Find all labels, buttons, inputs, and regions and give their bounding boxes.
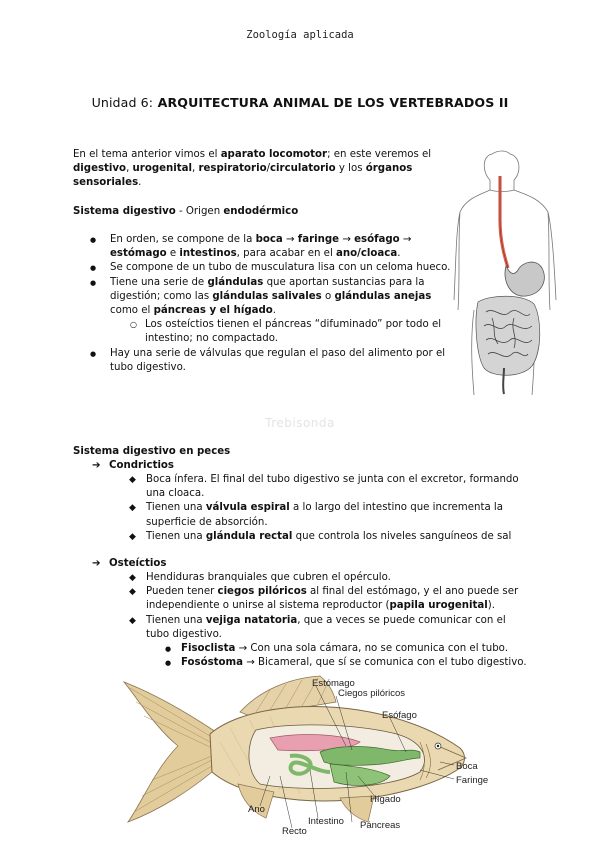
item-text: .	[397, 248, 401, 260]
arrow-icon: ➔	[92, 460, 101, 471]
heading-bold: Sistema digestivo en peces	[73, 446, 231, 457]
label-higado: Hígado	[370, 794, 401, 805]
item-bold: esófago	[354, 234, 400, 245]
list-item: ● Se compone de un tubo de musculatura lisa con un celoma hueco.	[73, 261, 453, 275]
sub-list	[110, 318, 453, 346]
human-digestive-figure	[452, 150, 562, 400]
item-bold: glándula rectal	[205, 530, 293, 542]
list-item: ◆ Hendiduras branquiales que cubren el opérculo.	[129, 571, 529, 585]
item-text: →	[282, 234, 298, 245]
label-estomago: Estómago	[312, 678, 355, 689]
item-text: , para acabar en el	[236, 248, 337, 260]
label-faringe: Faringe	[456, 775, 489, 786]
label-ciegos: Ciegos pilóricos	[338, 688, 406, 699]
item-bold: ano/cloaca	[336, 248, 398, 260]
item-text: , que a veces se puede comunicar con el tubo digestivo.	[146, 614, 506, 640]
page-header: Zoología aplicada	[246, 29, 354, 41]
item-bold: glándulas anejas	[334, 290, 432, 302]
item-bold: ciegos pilóricos	[217, 586, 307, 598]
label-esofago: Esófago	[382, 710, 417, 721]
item-bold: faringe	[297, 234, 340, 245]
watermark: Trebisonda	[265, 416, 335, 430]
digestive-list	[73, 233, 453, 375]
item-text: o	[321, 290, 335, 302]
item-text: Pueden tener	[146, 586, 218, 598]
label-boca: Boca	[456, 761, 478, 772]
item-text: → Con una sola cámara, no se comunica con el tubo.	[235, 643, 508, 655]
intro-bold: órganos sensoriales	[73, 163, 413, 189]
intro-text: y los	[335, 163, 366, 175]
item-text: →	[339, 234, 355, 245]
intro-text: ,	[192, 163, 199, 175]
sub-list	[129, 642, 529, 670]
item-bold: boca	[255, 234, 283, 245]
heading-bold: Sistema digestivo	[73, 206, 176, 217]
item-bold: válvula espiral	[205, 502, 290, 514]
arrow-icon: ➔	[92, 558, 101, 569]
item-text: En orden, se compone de la	[110, 234, 256, 245]
item-bold: glándulas salivales	[212, 290, 322, 302]
intro-bold: urogenital	[132, 163, 193, 175]
label-recto: Recto	[282, 826, 307, 837]
list-item: ● Hay una serie de válvulas que regulan el paso del alimento por el tubo digestivo.	[73, 347, 453, 375]
label-intestino: Intestino	[308, 816, 344, 827]
heading-bold: endodérmico	[223, 206, 299, 217]
fish-anatomy-figure	[120, 672, 492, 838]
list-item	[129, 501, 529, 529]
intro-paragraph	[73, 148, 445, 191]
heading-bold: Osteíctios	[109, 558, 167, 569]
list-item	[129, 614, 529, 671]
item-text: →	[399, 234, 412, 245]
item-text: → Bicameral, que sí se comunica con el tubo digestivo.	[243, 657, 527, 669]
page-title	[0, 96, 600, 110]
stomach-shape	[505, 262, 544, 296]
item-text: Tiene una serie de	[110, 276, 208, 288]
item-bold: papila urogenital	[389, 600, 488, 612]
intro-text: En el tema anterior vimos el	[73, 149, 221, 160]
item-bold: vejiga natatoria	[205, 614, 298, 626]
sub-list-item: ○ Los osteíctios tienen el páncreas “difuminado” por todo el intestino; no compactado.	[73, 318, 453, 346]
item-bold: glándulas	[207, 276, 264, 288]
pupil-shape	[437, 745, 439, 747]
intestine-shape	[476, 296, 540, 375]
item-text: .	[272, 305, 277, 317]
item-text: ).	[487, 600, 495, 612]
intro-bold: digestivo	[73, 163, 127, 175]
list-item	[73, 276, 453, 347]
fish-section-heading	[73, 445, 230, 459]
pelvic-fin-shape	[340, 796, 374, 822]
title-text: ARQUITECTURA ANIMAL DE LOS VERTEBRADOS II	[157, 95, 509, 110]
list-item	[73, 233, 453, 261]
title-unit: Unidad 6:	[91, 95, 154, 110]
item-text: a lo largo del intestino que incrementa la superficie de absorción.	[146, 502, 503, 528]
item-text: como el	[110, 305, 154, 317]
list-item	[129, 530, 529, 544]
item-bold: intestinos	[179, 248, 237, 260]
intro-bold: aparato locomotor	[220, 149, 328, 160]
item-text: e	[166, 248, 180, 260]
condrictios-list	[129, 473, 529, 544]
item-text: que aportan sustancias para la digestión; como las	[110, 276, 425, 302]
intro-bold: respiratorio	[198, 163, 267, 175]
item-bold: estómago	[110, 248, 167, 260]
sub-list-item	[129, 642, 529, 656]
item-bold: páncreas y el hígado	[153, 305, 273, 317]
condrictios-heading	[92, 459, 174, 473]
item-text: Tienen una	[146, 614, 206, 626]
item-text: que controla los niveles sanguíneos de sal	[292, 530, 512, 542]
intro-bold: circulatorio	[270, 163, 336, 175]
item-text: Tienen una	[146, 502, 206, 514]
intro-text: ,	[126, 163, 133, 175]
sub-list-item	[129, 656, 529, 670]
list-item	[129, 585, 529, 613]
intro-text: ; en este veremos el	[327, 149, 432, 160]
item-text: al final del estómago, y el ano puede ser independiente o unirse al sistema reproductor (	[146, 586, 519, 612]
heading-text: - Origen	[175, 206, 224, 217]
digestive-heading	[73, 205, 298, 219]
list-item: ◆ Boca ínfera. El final del tubo digestivo se junta con el excretor, formando una cloaca.	[129, 473, 529, 501]
heading-bold: Condrictios	[109, 460, 175, 471]
label-pancreas: Páncreas	[360, 820, 401, 831]
item-text: Tienen una	[146, 530, 206, 542]
osteictios-list	[129, 571, 529, 670]
item-bold: Fisoclista	[181, 643, 236, 655]
intro-text: .	[138, 177, 142, 189]
item-bold: Fosóstoma	[181, 657, 244, 669]
osteictios-heading	[92, 557, 166, 571]
label-ano: Ano	[248, 804, 265, 815]
intro-text: /	[266, 163, 271, 175]
